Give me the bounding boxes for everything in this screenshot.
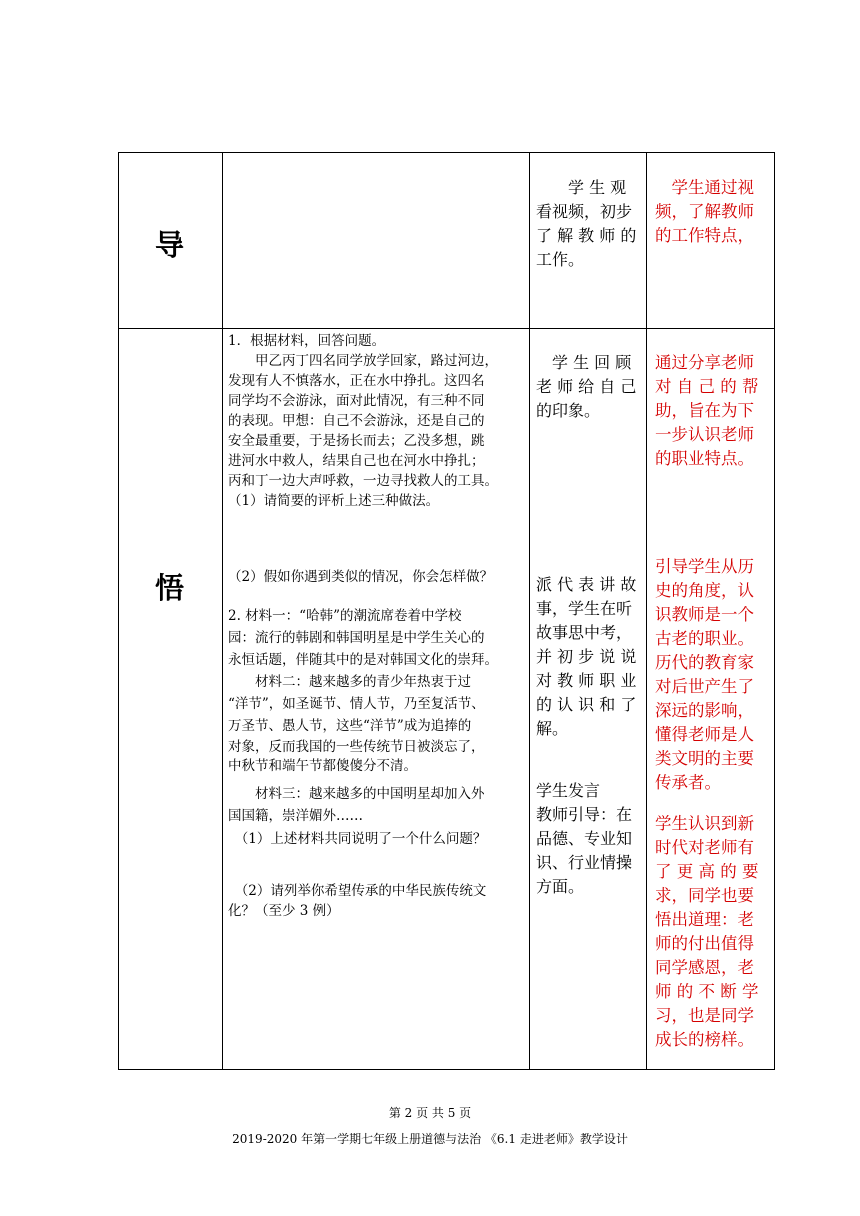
- text-line: 甲乙丙丁四名同学放学回家，路过河边，: [228, 353, 498, 369]
- text-line: （1）请简要的评析上述三种做法。: [228, 493, 440, 509]
- text-line: 中秋节和端午节都傻傻分不清。: [228, 758, 417, 774]
- text-line: 悟出道理：老: [655, 910, 754, 929]
- text-line: 永恒话题，伴随其中的是对韩国文化的崇拜。: [228, 652, 498, 668]
- text-line: 对后世产生了: [655, 677, 754, 696]
- text-line: 国国籍，崇洋媚外……: [228, 808, 363, 824]
- footer-title: 2019-2020 年第一学期七年级上册道德与法治 《6.1 走进老师》教学设计: [232, 1132, 628, 1146]
- text-line: （1）上述材料共同说明了一个什么问题？: [228, 831, 487, 847]
- text-line: 的印象。: [536, 401, 601, 420]
- text-line: 的 认 识 和 了: [536, 695, 637, 714]
- text-line: 学 生 观: [536, 178, 627, 197]
- text-line: 历代的教育家: [655, 653, 754, 672]
- text-line: 的表现。甲想：自己不会游泳，还是自己的: [228, 413, 485, 429]
- text-line: 2. 材料一：“哈韩”的潮流席卷着中学校: [228, 608, 462, 624]
- text-line: 1．根据材料，回答问题。: [228, 333, 386, 349]
- text-line: 解。: [536, 719, 569, 738]
- text-line: 丙和丁一边大声呼救，一边寻找救人的工具。: [228, 473, 498, 489]
- text-line: 事，学生在听: [536, 599, 633, 618]
- column-divider: [646, 153, 647, 1069]
- text-line: 频，了解教师: [655, 202, 754, 221]
- text-line: 深远的影响，: [655, 701, 754, 720]
- text-line: 对 教 师 职 业: [536, 671, 637, 690]
- column-divider: [222, 153, 223, 1069]
- text-line: 引导学生从历: [655, 557, 754, 576]
- row-divider: [119, 328, 774, 329]
- text-line: 看视频，初步: [536, 202, 633, 221]
- text-line: 识、行业情操: [536, 853, 633, 872]
- text-line: 万圣节、愚人节，这些“洋节”成为追捧的: [228, 718, 472, 734]
- text-line: 了 更 高 的 要: [655, 862, 759, 881]
- text-line: 故事思中考，: [536, 623, 633, 642]
- text-line: 派 代 表 讲 故: [536, 575, 637, 594]
- text-line: 进河水中救人，结果自己也在河水中挣扎；: [228, 453, 485, 469]
- text-line: “洋节”，如圣诞节、情人节，乃至复活节、: [228, 696, 485, 712]
- text-line: 懂得老师是人: [655, 725, 754, 744]
- text-line: 同学均不会游泳，面对此情况，有三种不同: [228, 393, 485, 409]
- text-line: 对象，反而我国的一些传统节日被淡忘了，: [228, 739, 485, 755]
- text-line: 识教师是一个: [655, 605, 754, 624]
- text-line: 成长的榜样。: [655, 1030, 754, 1049]
- text-line: 化？（至少 3 例）: [228, 903, 340, 919]
- text-line: 史的角度，认: [655, 581, 754, 600]
- section-label-dao: 导: [155, 228, 185, 262]
- text-line: 工作。: [536, 250, 585, 269]
- text-line: 师 的 不 断 学: [655, 982, 759, 1001]
- text-line: 传承者。: [655, 773, 721, 792]
- text-line: 教师引导：在: [536, 805, 633, 824]
- text-line: 学 生 回 顾: [536, 353, 632, 372]
- text-line: 安全最重要，于是扬长而去；乙没多想，跳: [228, 433, 485, 449]
- text-line: 学生认识到新: [655, 814, 754, 833]
- text-line: 品德、专业知: [536, 829, 633, 848]
- column-divider: [529, 153, 530, 1069]
- text-line: 老 师 给 自 己: [536, 377, 637, 396]
- section-label-wu: 悟: [155, 571, 185, 605]
- text-line: 材料二：越来越多的青少年热衷于过: [228, 674, 471, 690]
- text-line: 方面。: [536, 877, 585, 896]
- text-line: 学生发言: [536, 781, 601, 800]
- text-line: 了 解 教 师 的: [536, 226, 637, 245]
- text-line: 的职业特点。: [655, 449, 754, 468]
- text-line: 园：流行的韩剧和韩国明星是中学生关心的: [228, 630, 485, 646]
- text-line: 求，同学也要: [655, 886, 754, 905]
- text-line: （2）假如你遇到类似的情况，你会怎样做？: [228, 569, 494, 585]
- text-line: 助，旨在为下: [655, 401, 754, 420]
- text-line: 学生通过视: [655, 178, 754, 197]
- text-line: 的工作特点，: [655, 226, 754, 245]
- text-line: 通过分享老师: [655, 353, 754, 372]
- text-line: 一步认识老师: [655, 425, 754, 444]
- page-number: 第 2 页 共 5 页: [388, 1106, 472, 1120]
- text-line: 发现有人不慎落水，正在水中挣扎。这四名: [228, 373, 485, 389]
- text-line: 类文明的主要: [655, 749, 754, 768]
- text-line: 对 自 己 的 帮: [655, 377, 759, 396]
- text-line: 时代对老师有: [655, 838, 754, 857]
- text-line: （2）请列举你希望传承的中华民族传统文: [228, 883, 487, 899]
- text-line: 师的付出值得: [655, 934, 754, 953]
- text-line: 材料三：越来越多的中国明星却加入外: [228, 786, 485, 802]
- text-line: 古老的职业。: [655, 629, 754, 648]
- text-line: 同学感恩，老: [655, 958, 754, 977]
- text-line: 并 初 步 说 说: [536, 647, 637, 666]
- text-line: 习，也是同学: [655, 1006, 754, 1025]
